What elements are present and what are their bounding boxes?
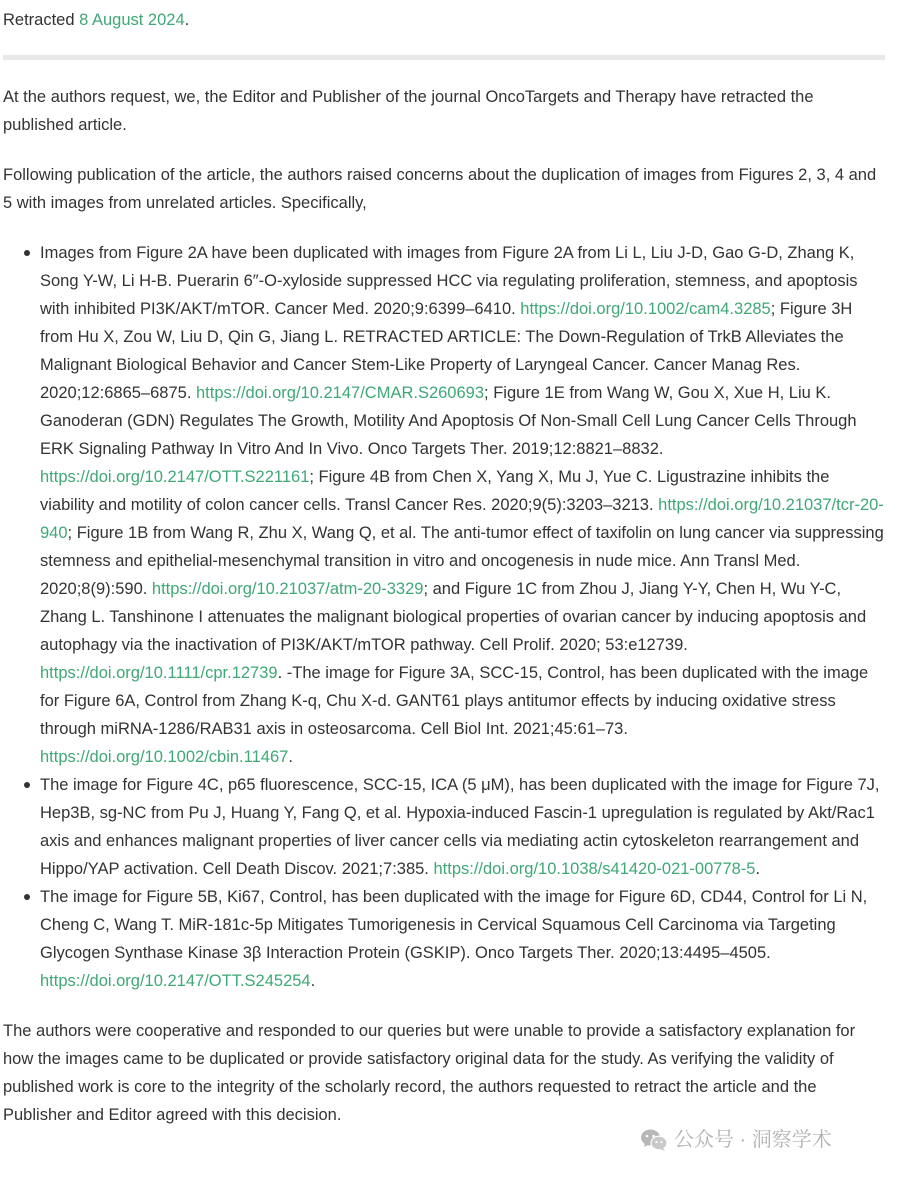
list-item bbox=[40, 883, 885, 995]
doi-link[interactable]: https://doi.org/10.2147/OTT.S245254 bbox=[40, 972, 311, 990]
list-text: ; Figure 1B from Wang R, Zhu X, Wang Q, et al. The anti-tumor effect of taxifolin on lung cancer via suppressing stemness and epithelial-mesenchymal transition in vitro and oncogenesis in nude mice. Ann Transl Med. 2020;8(9):590. bbox=[40, 524, 884, 598]
list-text: ; Figure 4B from Chen X, Yang X, Mu J, Yue C. Ligustrazine inhibits the viability and motility of colon cancer cells. Transl Cancer Res. 2020;9(5):3203–3213. bbox=[40, 468, 830, 514]
doi-link[interactable]: https://doi.org/10.1038/s41420-021-00778-5 bbox=[433, 860, 756, 878]
retraction-body bbox=[3, 83, 885, 1151]
list-text: ; and Figure 1C from Zhou J, Jiang Y-Y, Chen H, Wu Y-C, Zhang L. Tanshinone I attenuates the malignant biological properties of ovarian cancer by inducing apoptosis and autophagy via the inactivation of PI3K/AKT/mTOR pathway. Cell Prolif. 2020; 53:e12739. bbox=[40, 580, 867, 654]
divider bbox=[3, 55, 885, 60]
retracted-prefix: Retracted bbox=[3, 11, 80, 29]
list-text: Images from Figure 2A have been duplicated with images from Figure 2A from Li L, Liu J-D, Gao G-D, Zhang K, Song Y-W, Li H-B. Puerarin 6″-O-xyloside suppressed HCC via regulating proliferation, stemness, and apoptosis with inhibited PI3K/AKT/mTOR. Cancer Med. 2020;9:6399–6410. bbox=[40, 244, 858, 318]
doi-link[interactable]: https://doi.org/10.1002/cam4.3285 bbox=[520, 300, 771, 318]
retraction-notice bbox=[3, 6, 885, 34]
retracted-suffix: . bbox=[184, 11, 190, 29]
list-item bbox=[40, 771, 885, 883]
duplication-list bbox=[3, 239, 885, 995]
intro-paragraph: At the authors request, we, the Editor and Publisher of the journal OncoTargets and Therapy have retracted the published article. bbox=[3, 88, 814, 134]
list-text: . -The image for Figure 3A, SCC-15, Control, has been duplicated with the image for Figure 6A, Control from Zhang K-q, Chu X-d. GANT61 plays antitumor effects by inducing oxidative stress through miRNA-1286/RAB31 axis in osteosarcoma. Cell Biol Int. 2021;45:61–73. bbox=[40, 664, 869, 738]
doi-link[interactable]: https://doi.org/10.2147/OTT.S221161 bbox=[40, 468, 310, 486]
list-text: The image for Figure 4C, p65 fluorescence, SCC-15, ICA (5 μM), has been duplicated with the image for Figure 7J, Hep3B, sg-NC from Pu J, Huang Y, Fang Q, et al. Hypoxia-induced Fascin-1 upregulation is regulated by Akt/Rac1 axis and enhances malignant properties of liver cancer cells via mediating actin cytoskeleton rearrangement and Hippo/YAP activation. Cell Death Discov. 2021;7:385. bbox=[40, 776, 880, 878]
wechat-icon bbox=[640, 1128, 668, 1152]
list-item bbox=[40, 239, 885, 771]
list-text: ; Figure 3H from Hu X, Zou W, Liu D, Qin G, Jiang L. RETRACTED ARTICLE: The Down-Regulation of TrkB Alleviates the Malignant Biological Behavior and Cancer Stem-Like Property of Laryngeal Cancer. Cancer Manag Res. 2020;12:6865–6875. bbox=[40, 300, 853, 402]
list-text: ; Figure 1E from Wang W, Gou X, Xue H, Liu K. Ganoderan (GDN) Regulates The Growth, Motility And Apoptosis Of Non-Small Cell Lung Cancer Cells Through ERK Signaling Pathway In Vitro And In Vivo. Onco Targets Ther. 2019;12:8821–8832. bbox=[40, 384, 857, 458]
conclusion-paragraph: The authors were cooperative and responded to our queries but were unable to provide a satisfactory explanation for how the images came to be duplicated or provide satisfactory original data for the study. As verifying the validity of published work is core to the integrity of the scholarly record, the authors requested to retract the article and the Publisher and Editor agreed with this decision. bbox=[3, 1022, 856, 1124]
concerns-paragraph: Following publication of the article, the authors raised concerns about the duplication of images from Figures 2, 3, 4 and 5 with images from unrelated articles. Specifically, bbox=[3, 166, 877, 212]
doi-link[interactable]: https://doi.org/10.21037/atm-20-3329 bbox=[151, 580, 424, 598]
watermark-text: 公众号 · 洞察学术 bbox=[674, 1129, 832, 1151]
list-text: . bbox=[288, 748, 293, 766]
list-text: The image for Figure 5B, Ki67, Control, has been duplicated with the image for Figure 6D, CD44, Control for Li N, Cheng C, Wang T. MiR-181c-5p Mitigates Tumorigenesis in Cervical Squamous Cell Carcinoma via Targeting Glycogen Synthase Kinase 3β Interaction Protein (GSKIP). Onco Targets Ther. 2020;13:4495–4505. bbox=[40, 888, 868, 962]
doi-link[interactable]: https://doi.org/10.21037/tcr-20-940 bbox=[40, 496, 884, 542]
list-text: . bbox=[755, 860, 761, 878]
watermark bbox=[640, 1125, 832, 1155]
doi-link[interactable]: https://doi.org/10.1002/cbin.11467 bbox=[40, 748, 289, 766]
retraction-date-link[interactable]: 8 August 2024 bbox=[79, 11, 185, 29]
doi-link[interactable]: https://doi.org/10.2147/CMAR.S260693 bbox=[196, 384, 485, 402]
doi-link[interactable]: https://doi.org/10.1111/cpr.12739 bbox=[40, 664, 278, 682]
list-text: . bbox=[310, 972, 316, 990]
